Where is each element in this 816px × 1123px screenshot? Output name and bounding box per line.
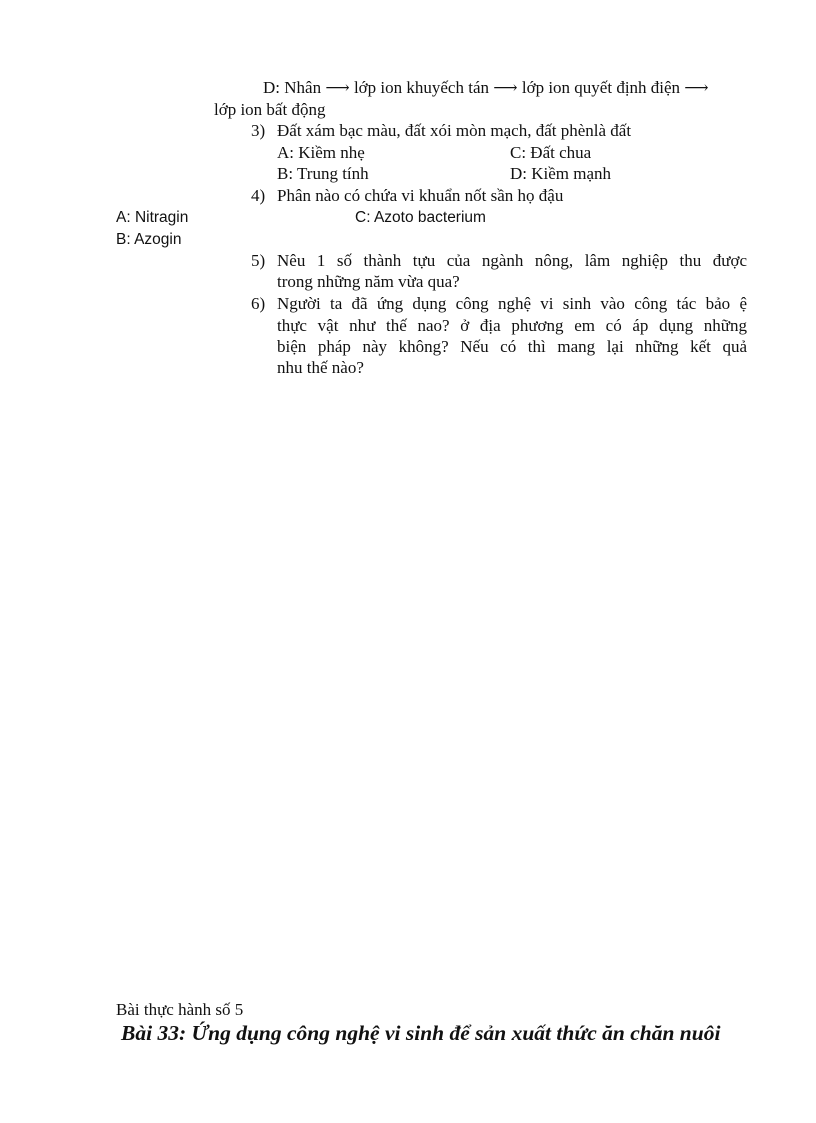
- q6-line-4: nhu thế nào?: [277, 358, 364, 377]
- lesson-title: Bài 33: Ứng dụng công nghệ vi sinh để sản xuất thức ăn chăn nuôi: [121, 1021, 721, 1045]
- q3-option-d: D: Kiềm mạnh: [510, 164, 612, 183]
- q4-option-c: C: Azoto bacterium: [355, 209, 486, 226]
- q6-line-2: thực vật như thế nao? ở địa phương em có áp dụng những: [277, 316, 747, 335]
- q6-number: 6): [251, 294, 266, 313]
- q6-line-1: Người ta đã ứng dụng công nghệ vi sinh vào công tác bảo ệ: [277, 294, 747, 313]
- q3-option-b: B: Trung tính: [277, 164, 369, 183]
- q5-number: 5): [251, 251, 266, 270]
- practice-label: Bài thực hành số 5: [116, 1000, 244, 1019]
- q4-question: Phân nào có chứa vi khuẩn nốt sần họ đậu: [277, 186, 564, 205]
- q4-option-b: B: Azogin: [116, 231, 182, 248]
- q2-option-d-line1: D: Nhân ⟶ lớp ion khuyếch tán ⟶ lớp ion quyết định điện ⟶: [263, 78, 709, 97]
- q4-number: 4): [251, 186, 266, 205]
- q2-option-d-line2: lớp ion bất động: [214, 100, 326, 119]
- q3-option-c: C: Đất chua: [510, 143, 592, 162]
- q5-line-2: trong những năm vừa qua?: [277, 272, 460, 291]
- q6-line-3: biện pháp này không? Nếu có thì mang lại những kết quả: [277, 337, 747, 356]
- q4-option-a: A: Nitragin: [116, 209, 189, 226]
- q3-question: Đất xám bạc màu, đất xói mòn mạch, đất phènlà đất: [277, 121, 632, 140]
- q5-line-1: Nêu 1 số thành tựu của ngành nông, lâm nghiệp thu được: [277, 251, 747, 270]
- q3-option-a: A: Kiềm nhẹ: [277, 143, 365, 162]
- q3-number: 3): [251, 121, 266, 140]
